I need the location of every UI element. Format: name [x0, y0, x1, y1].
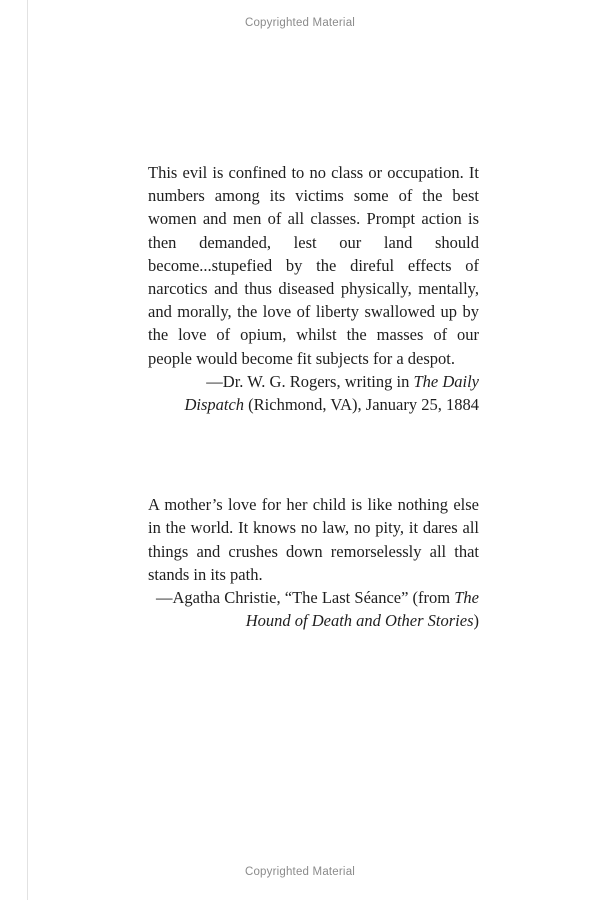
attribution-text-suffix: ) [473, 611, 479, 631]
copyright-notice-bottom: Copyrighted Material [244, 866, 356, 878]
attribution-text-prefix: —Dr. W. G. Rogers, writing in [206, 371, 414, 391]
attribution-work-title: The Daily Dispatch [184, 371, 479, 415]
epigraph-attribution [148, 370, 479, 416]
epigraph-quote: A mother’s love for her child is like nothing else in the world. It knows no law, no pity, it dares all things and crushes down remorselessly all that stands in its path. [148, 495, 479, 584]
epigraph-attribution [148, 586, 479, 632]
copyright-notice-top: Copyrighted Material [244, 17, 356, 29]
attribution-work-title: The Hound of Death and Other Stories [245, 588, 479, 631]
attribution-text-suffix: (Richmond, VA), January 25, 1884 [244, 395, 479, 415]
epigraph-quote: This evil is confined to no class or occupation. It numbers among its victims some of the best women and men of all classes. Prompt action is then demanded, lest our land should become...stupefied by the direful effects of narcotics and thus diseased physically, mentally, and morally, the love of liberty swallowed up by the love of opium, whilst the masses of our people would become fit subjects for a despot. [148, 163, 479, 368]
page-edge-line [27, 0, 28, 900]
epigraph-content [148, 161, 479, 632]
attribution-text-prefix: —Agatha Christie, “The Last Séance” (from [155, 588, 455, 608]
epigraph-second [148, 493, 479, 632]
epigraph-first [148, 161, 479, 416]
